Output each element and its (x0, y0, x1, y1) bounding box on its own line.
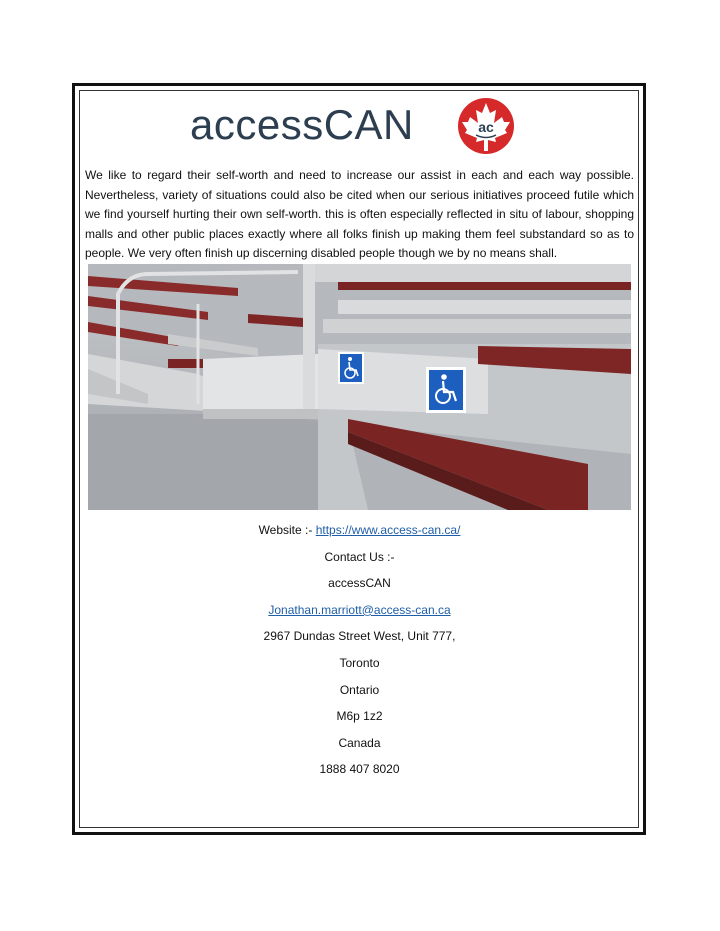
email-link[interactable]: Jonathan.marriott@access-can.ca (268, 602, 451, 617)
website-link[interactable]: https://www.access-can.ca/ (315, 523, 461, 537)
website-line (79, 520, 640, 547)
website-label: Website :- (258, 523, 316, 537)
email-line (79, 600, 640, 627)
logo-wordmark: accessCAN (190, 101, 414, 148)
bleachers-illustration (88, 264, 631, 510)
logo-mark-letters: ac (478, 119, 494, 135)
bleachers-photo (88, 264, 631, 510)
maple-leaf-icon (452, 96, 520, 156)
contact-block (79, 520, 640, 786)
intro-paragraph: We like to regard their self-worth and need to increase our assist in each and each way possible. Nevertheless, variety of situations could also be cited when our serious initiatives proceed futile which we find yourself hurting their own self-worth. this is often especially reflected in situ of labour, shopping malls and other public places exactly where all folks finish up making them feel substandard so as to people. We very often finish up discerning disabled people though we by no means shall. (85, 168, 634, 260)
city: Toronto (339, 655, 380, 670)
contact-heading: Contact Us :- (324, 549, 395, 564)
province: Ontario (339, 682, 380, 697)
company-name: accessCAN (328, 576, 391, 591)
country: Canada (338, 735, 381, 750)
phone-number: 1888 407 8020 (319, 762, 400, 777)
accesscan-logo (190, 96, 530, 158)
postal-code: M6p 1z2 (336, 709, 383, 724)
street-address: 2967 Dundas Street West, Unit 777, (263, 629, 456, 644)
